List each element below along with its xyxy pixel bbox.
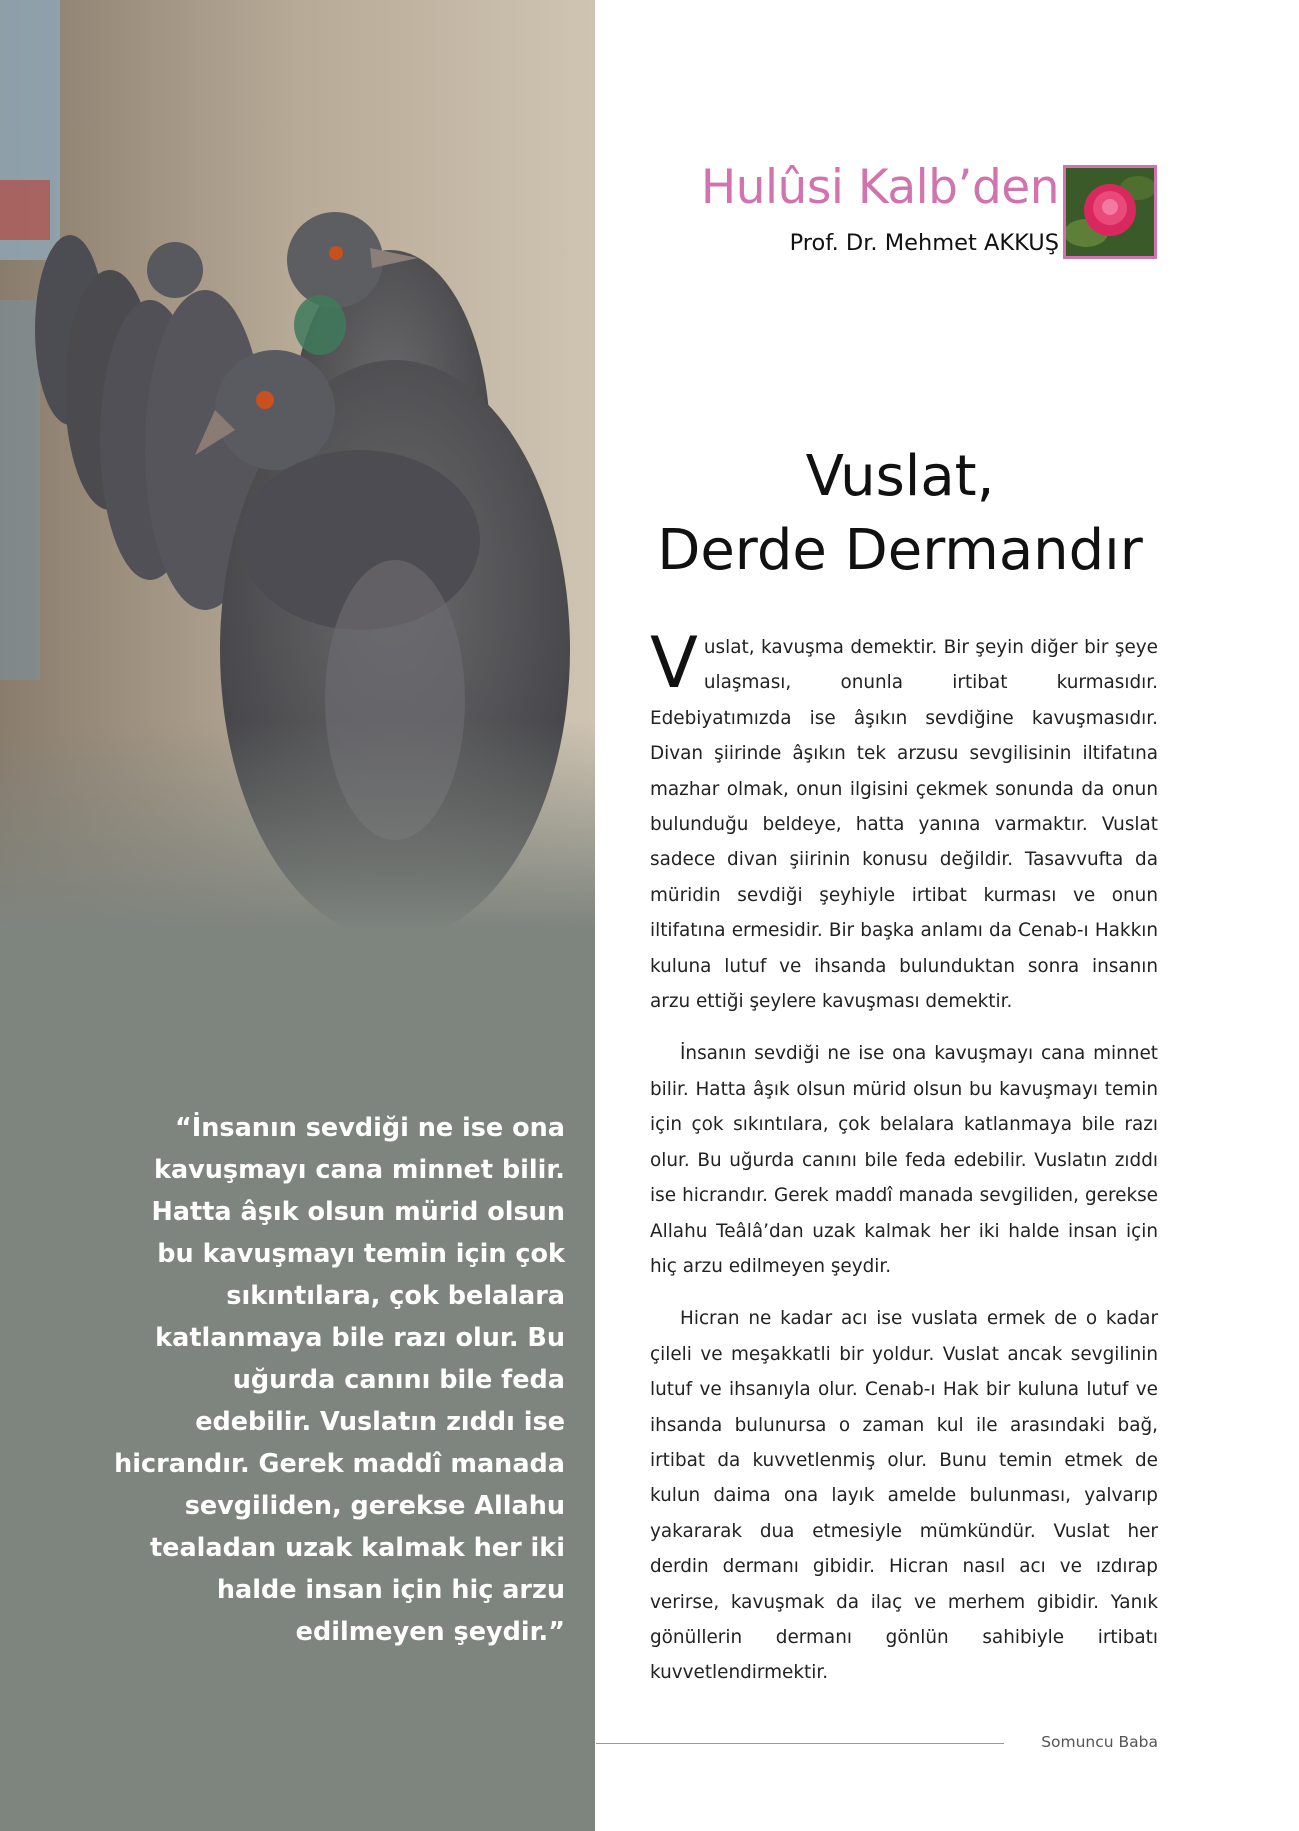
drop-cap: V bbox=[650, 622, 698, 704]
article-title bbox=[600, 440, 1200, 588]
article-body bbox=[650, 622, 1158, 1708]
pigeons-photo bbox=[0, 0, 595, 1000]
pull-quote: “İnsanın sevdiği ne ise ona kavuşmayı cana minnet bilir. Hatta âşık olsun mürid olsun bu kavuşmayı temin için çok sıkıntılara, çok belalara katlanmaya bile razı olur. Bu uğurda canını bile feda edebilir. Vuslatın zıddı ise hicrandır. Gerek maddî manada sevgiliden, gerekse Allahu tealadan uzak kalmak her iki halde insan için hiç arzu edilmeyen şeydir.” bbox=[114, 1113, 565, 1647]
paragraph-1 bbox=[650, 622, 1158, 1019]
rose-thumbnail-image bbox=[1063, 165, 1157, 259]
paragraph-2: İnsanın sevdiği ne ise ona kavuşmayı cana minnet bilir. Hatta âşık olsun mürid olsun bu kavuşmayı temin için çok sıkıntılara, çok belalara katlanmaya bile razı olur. Bu uğurda canını bile feda edebilir. Vuslatın zıddı ise hicrandır. Gerek maddî manada sevgiliden, gerekse Allahu Teâlâ’dan uzak kalmak her iki halde insan için hiç arzu edilmeyen şeydir. bbox=[650, 1043, 1158, 1277]
author-name: Prof. Dr. Mehmet AKKUŞ bbox=[789, 230, 1059, 256]
section-title: Hulûsi Kalb’den bbox=[700, 160, 1059, 215]
paragraph-3: Hicran ne kadar acı ise vuslata ermek de o kadar çileli ve meşakkatli bir yoldur. Vuslat ancak sevgilinin lutuf ve ihsanıyla olur. Cenab-ı Hak bir kuluna lutuf ve ihsanda bulunursa o zaman kul ile arasındaki bağ, irtibat da kuvvetlenmiş olur. Bunu temin etmek de kulun daima ona layık amelde bulunması, yalvarıp yakararak dua etmesiyle mümkündür. Vuslat her derdin dermanı gibidir. Hicran nasıl acı ve ızdırap verirse, kavuşmak da ilaç ve merhem gibidir. Yanık gönüllerin dermanı gönlün sahibiyle irtibatı kuvvetlendirmektir. bbox=[650, 1308, 1158, 1684]
article-title-line-1: Vuslat, bbox=[805, 444, 995, 509]
paragraph-1-text: uslat, kavuşma demektir. Bir şeyin diğer bir şeye ulaşması, onunla irtibat kurmasıdır. Edebiyatımızda ise âşıkın sevdiğine kavuşmasıdır. Divan şiirinde âşıkın tek arzusu sevgilisinin iltifatına mazhar olmak, onun ilgisini çekmek sonunda da onun bulunduğu beldeye, hatta yanına varmaktır. Vuslat sadece divan şiirinin konusu değildir. Tasavvufta da müridin sevdiği şeyhiyle irtibat kurması ve onun iltifatına ermesidir. Bir başka anlamı da Cenab-ı Hakkın kuluna lutuf ve ihsanda bulunduktan sonra insanın arzu ettiği şeylere kavuşması demektir. bbox=[650, 637, 1158, 1013]
footer-magazine-name: Somuncu Baba bbox=[1041, 1733, 1158, 1751]
article-title-line-2: Derde Dermandır bbox=[657, 518, 1143, 583]
footer-divider bbox=[596, 1743, 1004, 1744]
photo-quote-panel bbox=[0, 0, 595, 1831]
